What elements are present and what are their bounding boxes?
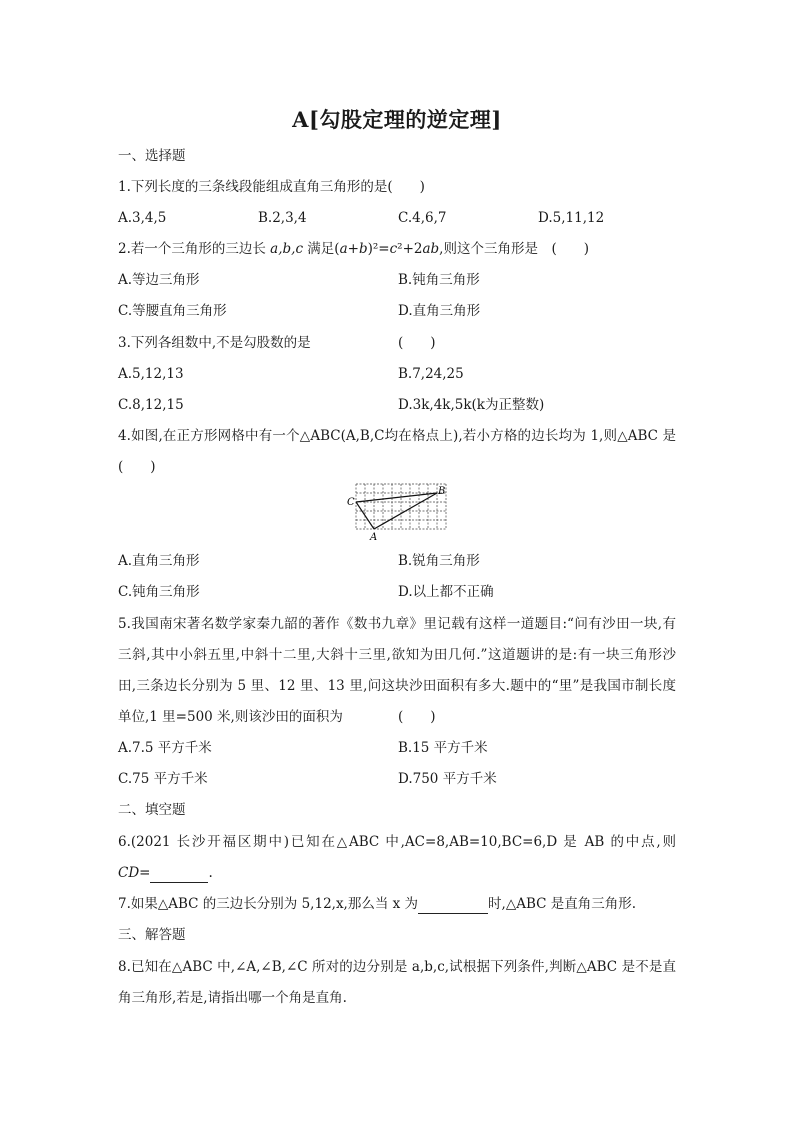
section-choice-heading: 一、选择题 <box>118 148 186 164</box>
q5-line4: 单位,1 里=500 米,则该沙田的面积为 <box>118 709 343 725</box>
q2-option-d: D.直角三角形 <box>398 303 481 319</box>
q2-option-c: C.等腰直角三角形 <box>118 303 227 319</box>
q5-option-c: C.75 平方千米 <box>118 771 208 787</box>
q4-option-b: B.锐角三角形 <box>398 553 480 569</box>
q6-answer-blank[interactable] <box>150 864 208 883</box>
q3-option-a: A.5,12,13 <box>118 366 184 382</box>
q3-stem: 3.下列各组数中,不是勾股数的是 <box>118 335 311 351</box>
q5-line2: 三斜,其中小斜五里,中斜十二里,大斜十三里,欲知为田几何.”这道题讲的是:有一块三角形沙 <box>118 647 676 663</box>
q1-option-c: C.4,6,7 <box>398 210 447 226</box>
q6-line1: 6.(2021 长沙开福区期中)已知在△ABC 中,AC=8,AB=10,BC=6,D 是 AB 的中点,则 <box>118 834 676 850</box>
q1-option-b: B.2,3,4 <box>258 210 307 226</box>
q4-option-a: A.直角三角形 <box>118 553 200 569</box>
q2-option-b: B.钝角三角形 <box>398 272 480 288</box>
q7-stem: 7.如果△ABC 的三边长分别为 5,12,x,那么当 x 为 时,△ABC 是直角三角形. <box>118 896 637 912</box>
q3-paren: ( ) <box>398 335 436 351</box>
section-answer-heading: 三、解答题 <box>118 927 186 943</box>
q4-stem-line2: ( ) <box>118 459 156 475</box>
q3-option-d: D.3k,4k,5k(k为正整数) <box>398 397 545 413</box>
q5-option-a: A.7.5 平方千米 <box>118 740 212 756</box>
section-fill-heading: 二、填空题 <box>118 802 186 818</box>
q2-stem: 2.若一个三角形的三边长 a,b,c 满足(a+b)²=c²+2ab,则这个三角形是 ( ) <box>118 241 589 257</box>
q5-option-d: D.750 平方千米 <box>398 771 497 787</box>
q8-line1: 8.已知在△ABC 中,∠A,∠B,∠C 所对的边分别是 a,b,c,试根据下列条件,判断△ABC 是不是直 <box>118 959 676 975</box>
q4-option-d: D.以上都不正确 <box>398 584 494 600</box>
q6-line2: CD= . <box>118 865 213 881</box>
q7-answer-blank[interactable] <box>418 895 488 914</box>
q5-line3: 田,三条边长分别为 5 里、12 里、13 里,问这块沙田面积有多大.题中的“里”是我国市制长度 <box>118 678 676 694</box>
q3-option-c: C.8,12,15 <box>118 397 184 413</box>
q2-option-a: A.等边三角形 <box>118 272 200 288</box>
q5-line1: 5.我国南宋著名数学家秦九韶的著作《数书九章》里记载有这样一道题目:“问有沙田一块,有 <box>118 616 676 632</box>
q1-option-a: A.3,4,5 <box>118 210 167 226</box>
q3-option-b: B.7,24,25 <box>398 366 464 382</box>
label-a: A <box>370 532 378 542</box>
triangle-grid-figure <box>344 480 454 542</box>
q5-paren: ( ) <box>398 709 436 725</box>
q1-option-d: D.5,11,12 <box>538 210 605 226</box>
label-b: B <box>438 486 446 497</box>
q5-option-b: B.15 平方千米 <box>398 740 488 756</box>
label-c: C <box>347 497 355 508</box>
q4-option-c: C.钝角三角形 <box>118 584 200 600</box>
q1-stem: 1.下列长度的三条线段能组成直角三角形的是( ) <box>118 179 425 195</box>
q8-line2: 角三角形,若是,请指出哪一个角是直角. <box>118 990 347 1006</box>
page-title: A[勾股定理的逆定理] <box>292 107 502 132</box>
q4-stem-line1: 4.如图,在正方形网格中有一个△ABC(A,B,C均在格点上),若小方格的边长均为 1,则△ABC 是 <box>118 428 676 444</box>
